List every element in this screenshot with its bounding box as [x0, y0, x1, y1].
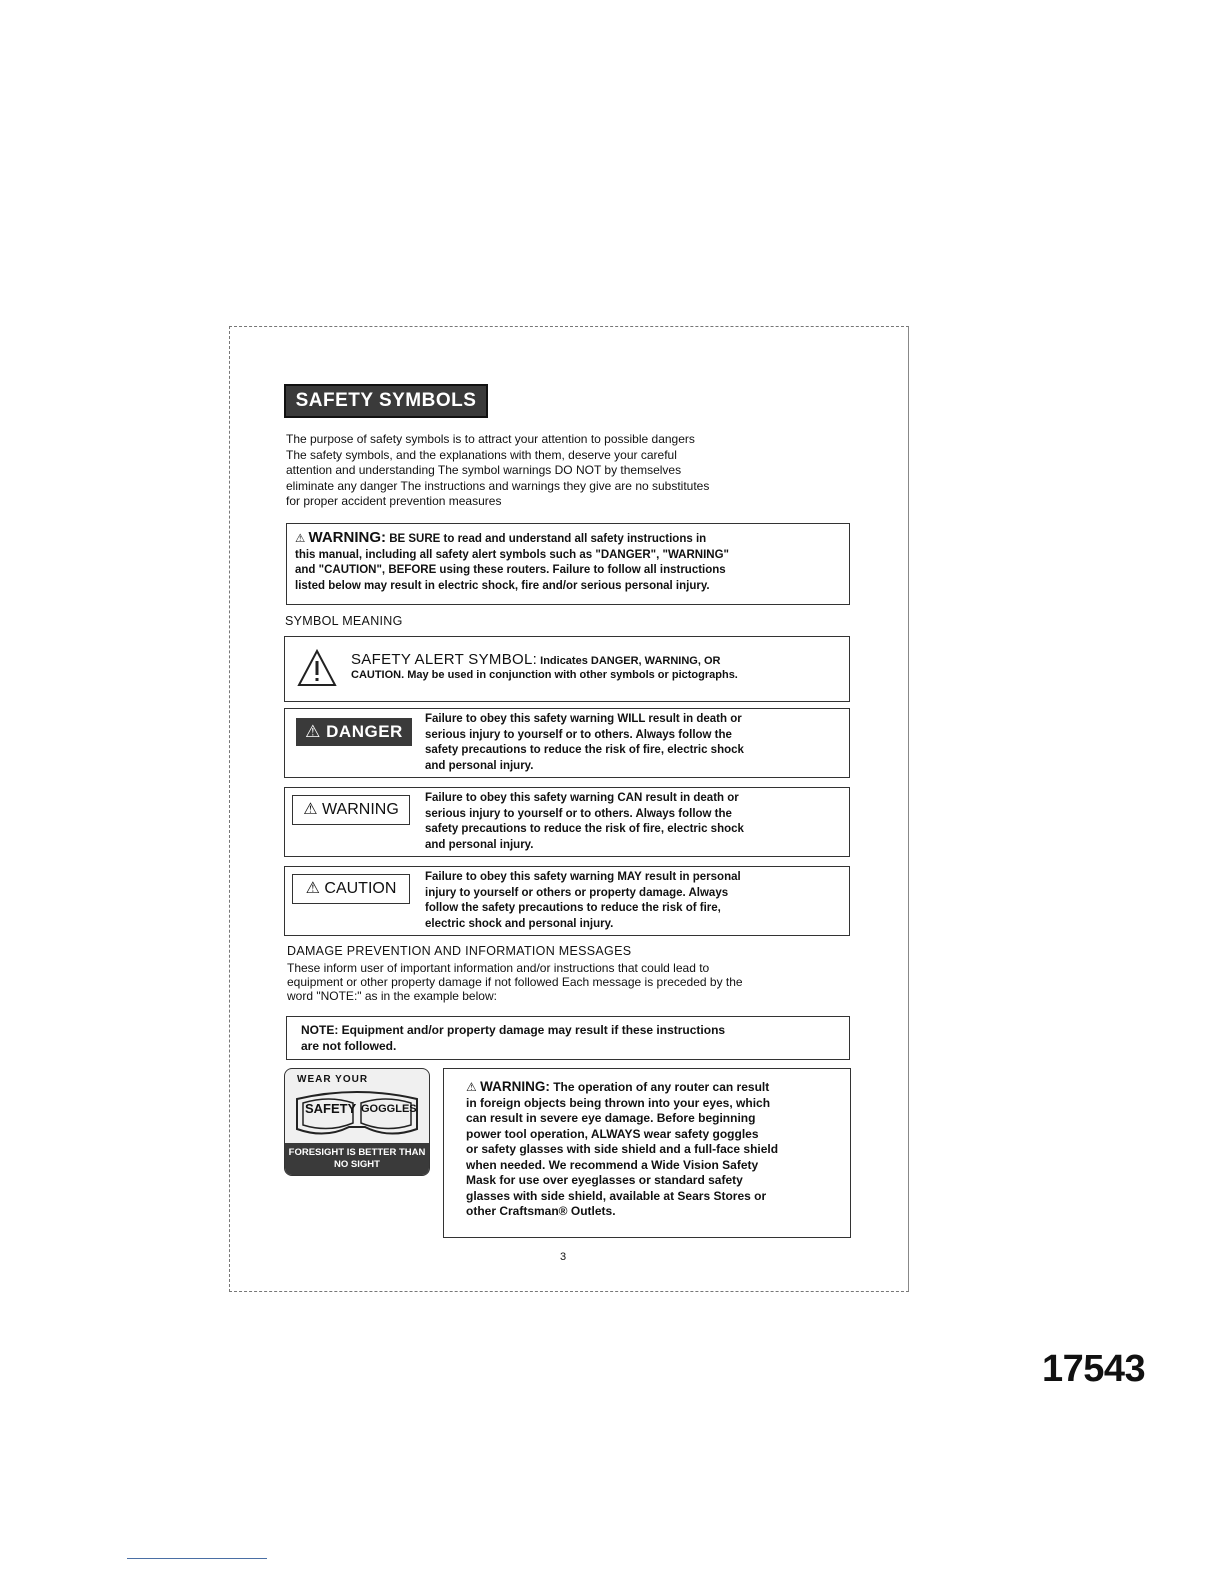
danger-line: and personal injury.	[425, 759, 534, 772]
caution-label	[292, 874, 410, 904]
main-warning-text: BE SURE to read and understand all safety instructions in	[389, 533, 707, 545]
intro-line: for proper accident prevention measures	[286, 494, 502, 508]
goggles-warning-line: other Craftsman® Outlets.	[466, 1204, 616, 1218]
safety-alert-box	[284, 636, 850, 702]
warning-row	[284, 787, 850, 857]
warning-label-text: WARNING	[322, 801, 399, 818]
danger-label	[296, 718, 412, 746]
damage-prevention-title: DAMAGE PREVENTION AND INFORMATION MESSAGES	[287, 944, 632, 958]
goggles-warning-line: in foreign objects being thrown into your eyes, which	[466, 1095, 771, 1110]
symbol-meaning-label: SYMBOL MEANING	[285, 614, 403, 628]
caution-description	[425, 870, 845, 932]
warning-line: safety precautions to reduce the risk of fire, electric shock	[425, 823, 744, 835]
danger-description	[425, 712, 845, 774]
page-number: 3	[560, 1251, 567, 1263]
goggles-warning-line	[466, 1079, 842, 1096]
danger-line: Failure to obey this safety warning WILL result in death or	[425, 713, 742, 725]
warning-triangle-icon: ⚠	[466, 1080, 477, 1094]
damage-prevention-line: equipment or other property damage if not followed Each message is preceded by the	[287, 975, 743, 989]
document-number: 17543	[1042, 1348, 1146, 1390]
danger-row	[284, 708, 850, 778]
goggles-bottom-line1: FORESIGHT IS BETTER THAN	[288, 1147, 426, 1158]
intro-line: attention and understanding The symbol warnings DO NOT by themselves	[286, 463, 682, 477]
goggles-right-word: GOGGLES	[361, 1103, 417, 1115]
caution-row	[284, 866, 850, 936]
danger-label-text: DANGER	[326, 722, 403, 741]
page-title: SAFETY SYMBOLS	[284, 384, 488, 418]
caution-line: injury to yourself or others or property damage. Always	[425, 886, 729, 899]
safety-alert-text	[351, 653, 841, 682]
goggles-bottom-line2: NO SIGHT	[334, 1159, 380, 1170]
intro-line: eliminate any danger The instructions and warnings they give are no substitutes	[286, 478, 710, 493]
warning-triangle-icon: ⚠	[305, 880, 320, 897]
main-warning-line	[295, 530, 841, 548]
damage-prevention-line: word "NOTE:" as in the example below:	[287, 989, 497, 1003]
safety-alert-line1: Indicates DANGER, WARNING, OR	[540, 655, 721, 667]
safety-goggles-icon	[284, 1068, 430, 1176]
goggles-warning-line: Mask for use over eyeglasses or standard safety	[466, 1173, 743, 1187]
intro-line: The purpose of safety symbols is to attract your attention to possible dangers	[286, 432, 695, 446]
divider	[127, 1558, 267, 1559]
main-warning-line: this manual, including all safety alert symbols such as "DANGER", "WARNING"	[295, 548, 729, 561]
goggles-left-word: SAFETY	[305, 1101, 357, 1116]
goggles-top-text: WEAR YOUR	[297, 1074, 369, 1085]
warning-triangle-icon: ⚠	[295, 533, 306, 545]
warning-triangle-icon: ⚠	[303, 801, 318, 818]
goggles-warning-text: The operation of any router can result	[553, 1080, 770, 1094]
caution-label-text: CAUTION	[324, 880, 397, 897]
caution-line: electric shock and personal injury.	[425, 917, 614, 930]
danger-line: safety precautions to reduce the risk of fire, electric shock	[425, 744, 744, 756]
safety-alert-title: SAFETY ALERT SYMBOL:	[351, 651, 538, 668]
warning-description	[425, 791, 845, 853]
warning-line: serious injury to yourself or to others. Always follow the	[425, 807, 732, 820]
safety-alert-line	[351, 653, 841, 668]
warning-line: and personal injury.	[425, 838, 534, 851]
goggles-warning-line: glasses with side shield, available at Sears Stores or	[466, 1188, 767, 1203]
danger-line: serious injury to yourself or to others. Always follow the	[425, 728, 732, 741]
damage-prevention-text	[287, 961, 847, 1003]
main-warning-label: WARNING:	[308, 529, 387, 546]
main-warning-line: and "CAUTION", BEFORE using these routers. Failure to follow all instructions	[295, 564, 726, 576]
note-line: are not followed.	[301, 1038, 397, 1053]
goggles-warning-line: or safety glasses with side shield and a full-face shield	[466, 1142, 779, 1156]
note-line: NOTE: Equipment and/or property damage may result if these instructions	[301, 1023, 726, 1037]
damage-prevention-line: These inform user of important information and/or instructions that could lead to	[287, 961, 710, 975]
main-warning-box	[286, 523, 850, 605]
warning-line: Failure to obey this safety warning CAN result in death or	[425, 792, 739, 804]
warning-label	[292, 795, 410, 825]
goggles-warning-line: when needed. We recommend a Wide Vision Safety	[466, 1157, 759, 1172]
goggles-warning-line: power tool operation, ALWAYS wear safety goggles	[466, 1126, 759, 1141]
intro-paragraph	[286, 432, 826, 510]
intro-line: The safety symbols, and the explanations with them, deserve your careful	[286, 447, 677, 462]
goggles-warning-label: WARNING:	[480, 1079, 550, 1094]
warning-triangle-icon: ⚠	[305, 722, 321, 741]
note-box	[286, 1016, 850, 1060]
caution-line: follow the safety precautions to reduce the risk of fire,	[425, 902, 721, 914]
goggles-warning-line: can result in severe eye damage. Before beginning	[466, 1111, 756, 1125]
safety-alert-line2: CAUTION. May be used in conjunction with other symbols or pictographs.	[351, 669, 738, 681]
warning-triangle-icon	[297, 649, 337, 687]
caution-line: Failure to obey this safety warning MAY result in personal	[425, 871, 741, 883]
goggles-bottom-banner	[285, 1143, 429, 1175]
goggles-warning-box	[443, 1068, 851, 1238]
main-warning-line: listed below may result in electric shock, fire and/or serious personal injury.	[295, 579, 710, 592]
